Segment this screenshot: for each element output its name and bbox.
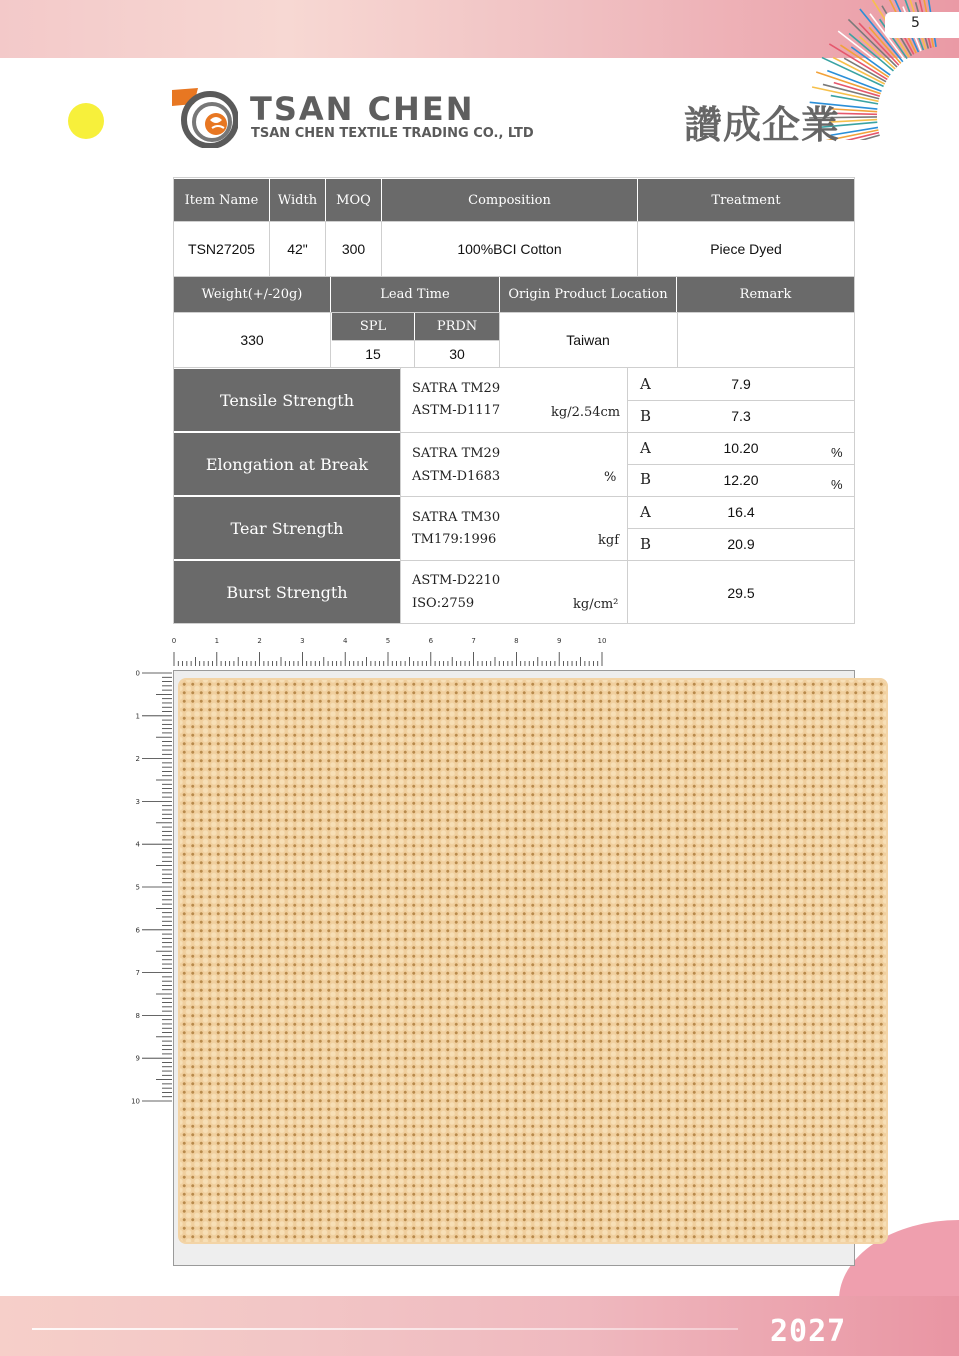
ruler-label: 2 [135,755,140,764]
value-item-name: TSN27205 [174,222,269,276]
tensile-b-label: B [640,407,652,425]
brand-chinese-name: 讚成企業 [684,103,841,147]
burst-method-2: ISO:2759 [412,596,475,611]
elongation-b-label: B [640,470,652,488]
tear-unit: kgf [598,533,620,548]
ruler-label: 0 [135,669,140,678]
company-logo-icon [172,86,238,148]
value-origin: Taiwan [500,313,676,367]
ruler-label: 5 [135,883,140,892]
elongation-a-label: A [640,439,651,457]
header-spl: SPL [332,313,414,340]
tensile-a-value: 7.9 [731,376,751,392]
elongation-a-unit: % [831,445,843,460]
ruler-label: 6 [135,926,140,935]
value-spl: 15 [332,341,414,367]
value-moq: 300 [326,222,381,276]
ruler-label: 7 [471,637,476,645]
ruler-label: 7 [135,969,140,978]
ruler-label: 4 [135,840,140,849]
elongation-method-1: SATRA TM29 [412,446,501,461]
value-remark [678,313,854,367]
header-lead-time: Lead Time [331,277,499,312]
tear-method-1: SATRA TM30 [412,510,501,525]
tensile-method-2: ASTM-D1117 [412,403,501,418]
ruler-label: 1 [135,712,140,721]
ruler-label: 8 [514,637,519,645]
tear-method-2: TM179:1996 [412,532,497,547]
test-name-elongation: Elongation at Break [174,433,400,495]
tear-a-value: 16.4 [727,504,755,520]
ruler-label: 6 [428,637,434,645]
burst-method-1: ASTM-D2210 [412,573,501,588]
ruler-label: 3 [135,797,140,806]
burst-unit: kg/cm² [573,597,619,612]
value-treatment: Piece Dyed [638,222,854,276]
page-number: 5 [885,12,959,38]
brand-name: TSAN CHEN [250,90,475,128]
value-prdn: 30 [415,341,499,367]
ruler-label: 9 [556,637,562,645]
yellow-dot-decoration [68,103,104,139]
tensile-unit: kg/2.54cm [551,405,621,420]
header-prdn: PRDN [415,313,499,340]
ruler-label: 8 [135,1011,140,1020]
footer-year-mark: 2027 [770,1314,847,1349]
header-weight: Weight(+/-20g) [174,277,330,312]
header-origin: Origin Product Location [500,277,676,312]
ruler-label: 2 [257,637,262,645]
test-name-burst: Burst Strength [174,561,400,623]
ruler-label: 1 [214,637,220,645]
burst-value: 29.5 [727,585,755,601]
elongation-method-2: ASTM-D1683 [412,469,501,484]
tensile-b-value: 7.3 [731,408,751,424]
ruler-label: 9 [135,1054,140,1063]
elongation-a-value: 10.20 [723,440,759,456]
vertical-ruler [130,664,174,1108]
value-width: 42" [270,222,325,276]
value-weight: 330 [174,313,330,367]
test-name-tensile: Tensile Strength [174,369,400,431]
ruler-label: 4 [342,637,348,645]
test-name-tear: Tear Strength [174,497,400,559]
header-treatment: Treatment [638,179,854,221]
header-width: Width [270,179,325,221]
tear-a-label: A [640,503,651,521]
value-composition: 100%BCI Cotton [382,222,637,276]
ruler-label: 3 [300,637,305,645]
ruler-label: 10 [597,637,607,645]
brand-subtitle: TSAN CHEN TEXTILE TRADING CO., LTD [251,126,534,141]
fabric-swatch-image [180,680,886,1242]
ruler-label: 0 [171,637,177,645]
elongation-b-value: 12.20 [723,472,759,488]
header-remark: Remark [677,277,854,312]
elongation-unit: % [604,470,617,485]
header-item-name: Item Name [174,179,269,221]
footer-line [32,1328,738,1330]
horizontal-ruler [168,632,612,668]
elongation-b-unit: % [831,477,843,492]
ruler-label: 5 [385,637,391,645]
header-composition: Composition [382,179,637,221]
tear-b-label: B [640,535,652,553]
ruler-label: 10 [131,1097,140,1106]
tear-b-value: 20.9 [727,536,755,552]
tensile-a-label: A [640,375,651,393]
header-moq: MOQ [326,179,381,221]
tensile-method-1: SATRA TM29 [412,381,501,396]
